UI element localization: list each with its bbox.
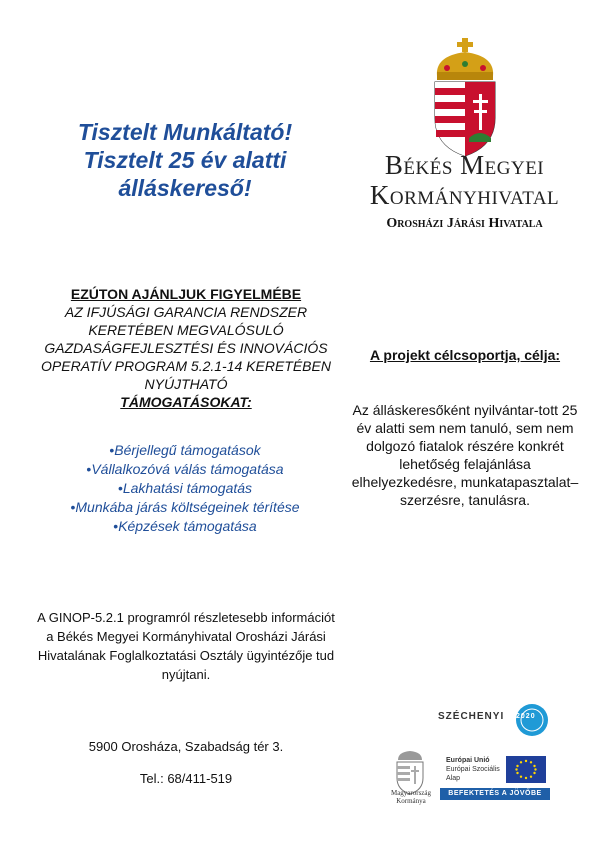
program-info: A GINOP-5.2.1 programról részletesebb információt a Békés Megyei Kormányhivatal Orosházi Járási Hivatalának Foglalkoztatási Osztály ügyintézője tud nyújtani. — [37, 610, 335, 682]
government-line-2: Kormánya — [396, 797, 426, 805]
eu-line-1: Európai Unió — [446, 757, 490, 764]
list-item: • Vállalkozóvá válás támogatása — [60, 460, 310, 479]
supports-list — [60, 441, 310, 536]
target-description: Az álláskeresőként nyilvántar-tott 25 év alatti sem nem tanuló, sem nem dolgozó fiatalok részére konkrét lehetőség felajánlása elhelyezkedésre, munkatapasztalat–szerzésre, tanulásra. — [351, 402, 579, 508]
eu-line-2: Európai Szociális — [446, 766, 500, 773]
government-label — [376, 789, 446, 805]
hungarian-crest-icon — [425, 38, 505, 158]
eu-line-3: Alap — [446, 775, 461, 782]
list-item: • Bérjellegű támogatások — [60, 441, 310, 460]
slogan-banner: BEFEKTETÉS A JÖVŐBE — [440, 788, 550, 800]
organization-line-2: Kormányhivatal — [369, 180, 560, 210]
eu-flag-icon — [506, 756, 546, 783]
list-item: • Munkába járás költségeinek térítése — [60, 498, 310, 517]
greeting-line-3: álláskereső! — [118, 175, 252, 201]
organization-line-1: Békés Megyei — [384, 150, 545, 180]
government-line-1: Magyarország — [390, 789, 432, 797]
greeting-line-2: Tisztelt 25 év alatti — [83, 147, 287, 173]
intro-block — [36, 285, 336, 411]
szechenyi-year: 2020 — [516, 713, 536, 720]
szechenyi-label — [438, 711, 536, 722]
szechenyi-text: SZÉCHENYI — [438, 711, 505, 722]
address: 5900 Orosháza, Szabadság tér 3. — [88, 739, 284, 754]
office-name: Orosházi Járási Hivatala — [386, 216, 543, 231]
target-heading: A projekt célcsoportja, célja: — [369, 347, 561, 363]
intro-body: AZ IFJÚSÁGI GARANCIA RENDSZER KERETÉBEN MEGVALÓSULÓ GAZDASÁGFEJLESZTÉSI ÉS INNOVÁCIÓS OPERATÍV PROGRAM 5.2.1-14 KERETÉBEN NYÚJTHATÓ — [41, 304, 331, 392]
greeting-line-1: Tisztelt Munkáltató! — [77, 119, 293, 145]
phone-number: Tel.: 68/411-519 — [139, 771, 233, 786]
list-item: • Lakhatási támogatás — [60, 479, 310, 498]
list-item: • Képzések támogatása — [60, 517, 310, 536]
eu-label — [446, 756, 500, 783]
organization-name — [352, 150, 577, 210]
intro-emphasis: TÁMOGATÁSOKAT: — [120, 394, 252, 410]
intro-heading: EZÚTON AJÁNLJUK FIGYELMÉBE — [70, 286, 302, 302]
greeting-title — [40, 118, 330, 202]
